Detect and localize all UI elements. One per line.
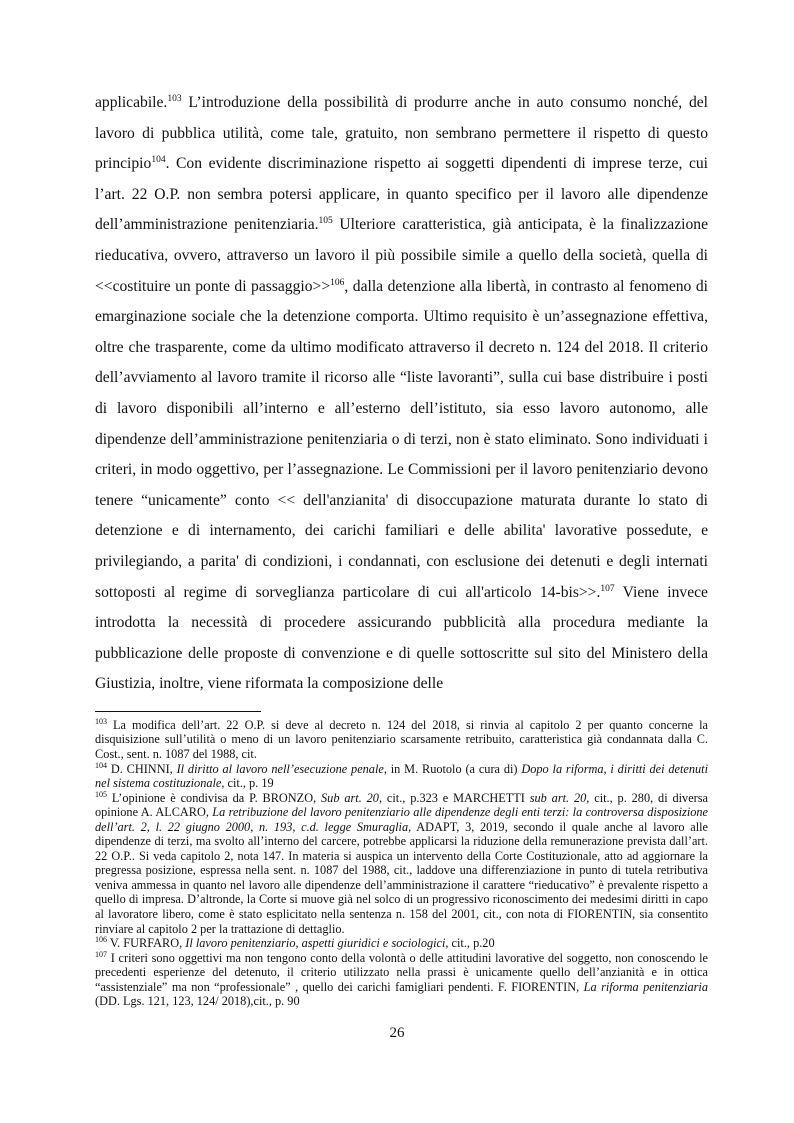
footnote-text: , cit., p. 280, di diversa opinione A. ALCARO, [95,790,708,820]
page-content [95,88,708,1009]
footnote-104 [95,762,708,791]
footnote-text: V. FURFARO, [107,936,186,951]
footnote-text: (DD. Lgs. 121, 123, 124/ 2018),cit., p. 90 [95,994,300,1009]
text-segment: , dalla detenzione alla libertà, in contrasto al fenomeno di emarginazione sociale che la detenzione comporta. Ultimo requisito è un’assegnazione effettiva, oltre che trasparente, come da ultimo modificato attraverso il decreto n. 124 del 2018. Il criterio dell’avviamento al lavoro tramite il ricorso alle “liste lavoranti”, sulla cui base distribuire i posti di lavoro disponibili all’interno e all’esterno dell’istituto, sia esso lavoro autonomo, alle dipendenze dell’amministrazione penitenziaria o di terzi, non è stato eliminato. Sono individuati i criteri, in modo oggettivo, per l’assegnazione. Le Commissioni per il lavoro penitenziario devono tenere “unicamente” conto << dell'anzianita' di disoccupazione maturata durante lo stato di detenzione e di internamento, dei carichi familiari e delle abilita' lavorative possedute, e privilegiando, a parita' di condizioni, i condannati, con esclusione dei detenuti e degli internati sottoposti al regime di sorveglianza particolare di cui all'articolo 14-bis>>. [95,277,708,601]
footnote-separator [95,711,261,712]
footnote-number: 103 [95,716,107,726]
text-segment: Ulteriore caratteristica, già anticipata, è la finalizzazione rieducativa, ovvero, attraverso un lavoro il più possibile simile a quello della società, quella di <<costituire un ponte di passaggio>> [95,216,708,295]
footnote-number: 107 [95,949,107,959]
footnote-title: La riforma penitenziaria [583,979,708,994]
footnote-text: , in M. Ruotolo (a cura di) [383,761,522,776]
footnote-title: Il diritto al lavoro nell’esecuzione penale [176,761,384,776]
footnote-106 [95,936,708,951]
footnote-title: sub art. 20 [529,790,587,805]
text-segment: L’introduzione della possibilità di produrre anche in auto consumo nonché, del lavoro di pubblica utilità, come tale, gratuito, non sembrano permettere il rispetto di questo principio [95,94,708,173]
footnote-ref-104[interactable]: 104 [151,155,166,165]
footnote-ref-106[interactable]: 106 [330,277,345,288]
footnotes [95,718,708,1009]
footnote-105 [95,791,708,936]
footnote-text: , ADAPT, 3, 2019, secondo il quale anche al lavoro alle dipendenze di terzi, ma svolto all’interno del carcere, potrebbe applicarsi la riduzione della remunerazione prevista dall’art. 22 O.P.. Si veda capitolo 2, nota 147. In materia si auspica un intervento della Corte Costituzionale, atto ad aggiornare la pregressa posizione, espressa nella sent. n. 1087 del 1988, cit., laddove una differenziazione in punto di tutela retributiva veniva ammessa in quanto nel lavoro alle dipendenze dell’amministrazione il carattere “rieducativo” è prevalente rispetto a quello di impresa. D’altronde, la Corte si muove già nel solco di un progressivo riconoscimento dei medesimi diritti in capo al lavoratore libero, come è stato esplicitato nella sentenza n. 158 del 2001, cit., con nota di FIORENTIN, sia consentito rinviare al capitolo 2 per la trattazione di dettaglio. [95,819,708,936]
footnote-title: La retribuzione del lavoro penitenziario alle dipendenze degli enti terzi: la controversa disposizione dell’art. 2, l. 22 giugno 2000, n. 193, c.d. legge Smuraglia [95,805,709,834]
text-segment: applicabile. [95,94,168,111]
footnote-text: , cit., p.20 [445,936,495,951]
main-paragraph [95,88,708,700]
footnote-title: Il lavoro penitenziario, aspetti giuridici e sociologici [185,936,446,951]
footnote-107 [95,951,708,1009]
footnote-text: D. CHINNI, [107,761,177,776]
footnote-title: Sub art. 20 [321,790,379,805]
footnote-text: , cit., p. 19 [221,776,274,791]
footnote-ref-103[interactable]: 103 [167,93,182,104]
text-segment: . Con evidente discriminazione rispetto ai soggetti dipendenti di imprese terze, cui l’art. 22 O.P. non sembra potersi applicare, in quanto specifico per il lavoro alle dipendenze dell’amministrazione penitenziaria. [95,155,708,234]
footnote-title: Dopo la riforma, i diritti dei detenuti nel sistema costituzionale [95,761,709,791]
page-number: 26 [389,1025,405,1041]
footnote-number: 105 [95,789,107,799]
footnote-number: 104 [95,760,107,770]
footnote-text: La modifica dell’art. 22 O.P. si deve al decreto n. 124 del 2018, si rinvia al capitolo 2 per quanto concerne la disquisizione sull’utilità o meno di un lavoro penitenziario scarsamente retribuito, caratteristica già condannata dalla C. Cost., sent. n. 1087 del 1988, cit. [95,717,708,761]
footnote-number: 106 [95,934,107,944]
footnote-ref-107[interactable]: 107 [600,583,615,594]
footnote-103 [95,718,708,762]
footnote-text: L’opinione è condivisa da P. BRONZO, [107,790,322,805]
footnote-text: , cit., p.323 e MARCHETTI [378,790,530,805]
footnote-text: I criteri sono oggettivi ma non tengono conto della volontà o delle attitudini lavorative del soggetto, non conoscendo le precedenti esperienze del detenuto, il criterio utilizzato nella prassi è unicamente quello dell’anzianità e in ottica “assistenziale” ma non “professionale” , quello dei carichi famigliari pendenti. F. FIORENTIN, [95,950,708,994]
text-segment: Viene invece introdotta la necessità di procedere assicurando pubblicità alla procedura mediante la pubblicazione delle proposte di convenzione e di quelle sottoscritte sul sito del Ministero della Giustizia, inoltre, viene riformata la composizione delle [95,583,708,693]
footnote-ref-105[interactable]: 105 [318,216,333,227]
